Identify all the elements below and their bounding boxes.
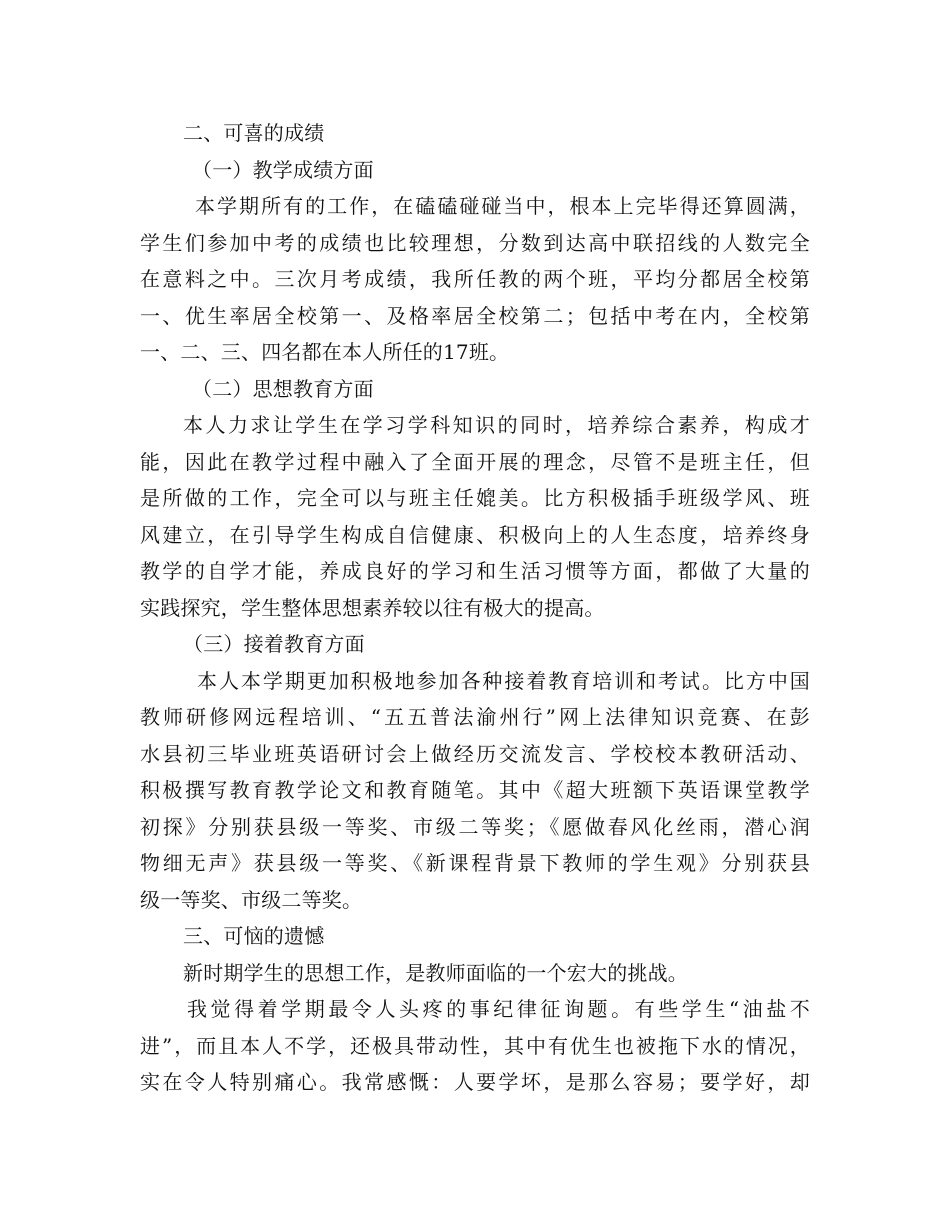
text-line: 二、可喜的成绩	[183, 121, 325, 145]
text-line: 一、二、三、四名都在本人所任的17班。	[140, 340, 510, 364]
text-line: 水县初三毕业班英语研讨会上做经历交流发言、学校校本教研活动、	[140, 741, 810, 766]
text-line: 三、可恼的遗憾	[183, 924, 325, 948]
text-line: 我觉得着学期最令人头疼的事纪律征询题。有些学生“油盐不	[187, 997, 810, 1021]
text-line: （一）教学成绩方面	[192, 157, 374, 182]
text-line: 初探》分别获县级一等奖、市级二等奖；《愿做春风化丝雨，潜心润	[140, 814, 810, 839]
text-line: 一、优生率居全校第一、及格率居全校第二；包括中考在内，全校第	[140, 303, 810, 328]
text-line: 级一等奖、市级二等奖。	[140, 887, 363, 912]
text-line: （二）思想教育方面	[192, 376, 374, 401]
text-line: 实在令人特别痛心。我常感慨：人要学坏，是那么容易；要学好，却	[140, 1070, 810, 1094]
text-line: 积极撰写教育教学论文和教育随笔。其中《超大班额下英语课堂教学	[140, 778, 810, 802]
text-line: 实践探究，学生整体思想素养较以往有极大的提高。	[140, 595, 605, 620]
text-line: 进”，而且本人不学，还极具带动性，其中有优生也被拖下水的情况，	[140, 1033, 810, 1058]
text-line: 学生们参加中考的成绩也比较理想，分数到达高中联招线的人数完全	[140, 230, 810, 255]
text-line: 教师研修网远程培训、“五五普法渝州行”网上法律知识竞赛、在彭	[140, 705, 810, 729]
text-line: 风建立，在引导学生构成自信健康、积极向上的人生态度，培养终身	[140, 522, 810, 547]
text-line: 是所做的工作，完全可以与班主任媲美。比方积极插手班级学风、班	[140, 486, 810, 510]
text-line: 本学期所有的工作，在磕磕碰碰当中，根本上完毕得还算圆满，	[195, 194, 810, 218]
text-line: 本人力求让学生在学习学科知识的同时，培养综合素养，构成才	[183, 413, 810, 437]
text-line: 新时期学生的思想工作，是教师面临的一个宏大的挑战。	[183, 960, 688, 985]
text-line: 本人本学期更加积极地参加各种接着教育培训和考试。比方中国	[197, 668, 810, 693]
text-line: 能，因此在教学过程中融入了全面开展的理念，尽管不是班主任，但	[140, 449, 810, 474]
text-line: 在意料之中。三次月考成绩，我所任教的两个班，平均分都居全校第	[140, 267, 810, 291]
document-page	[140, 115, 810, 1101]
text-line: 物细无声》获县级一等奖、《新课程背景下教师的学生观》分别获县	[140, 851, 810, 875]
text-line: （三）接着教育方面	[183, 632, 365, 656]
text-line: 教学的自学才能，养成良好的学习和生活习惯等方面，都做了大量的	[140, 559, 810, 583]
